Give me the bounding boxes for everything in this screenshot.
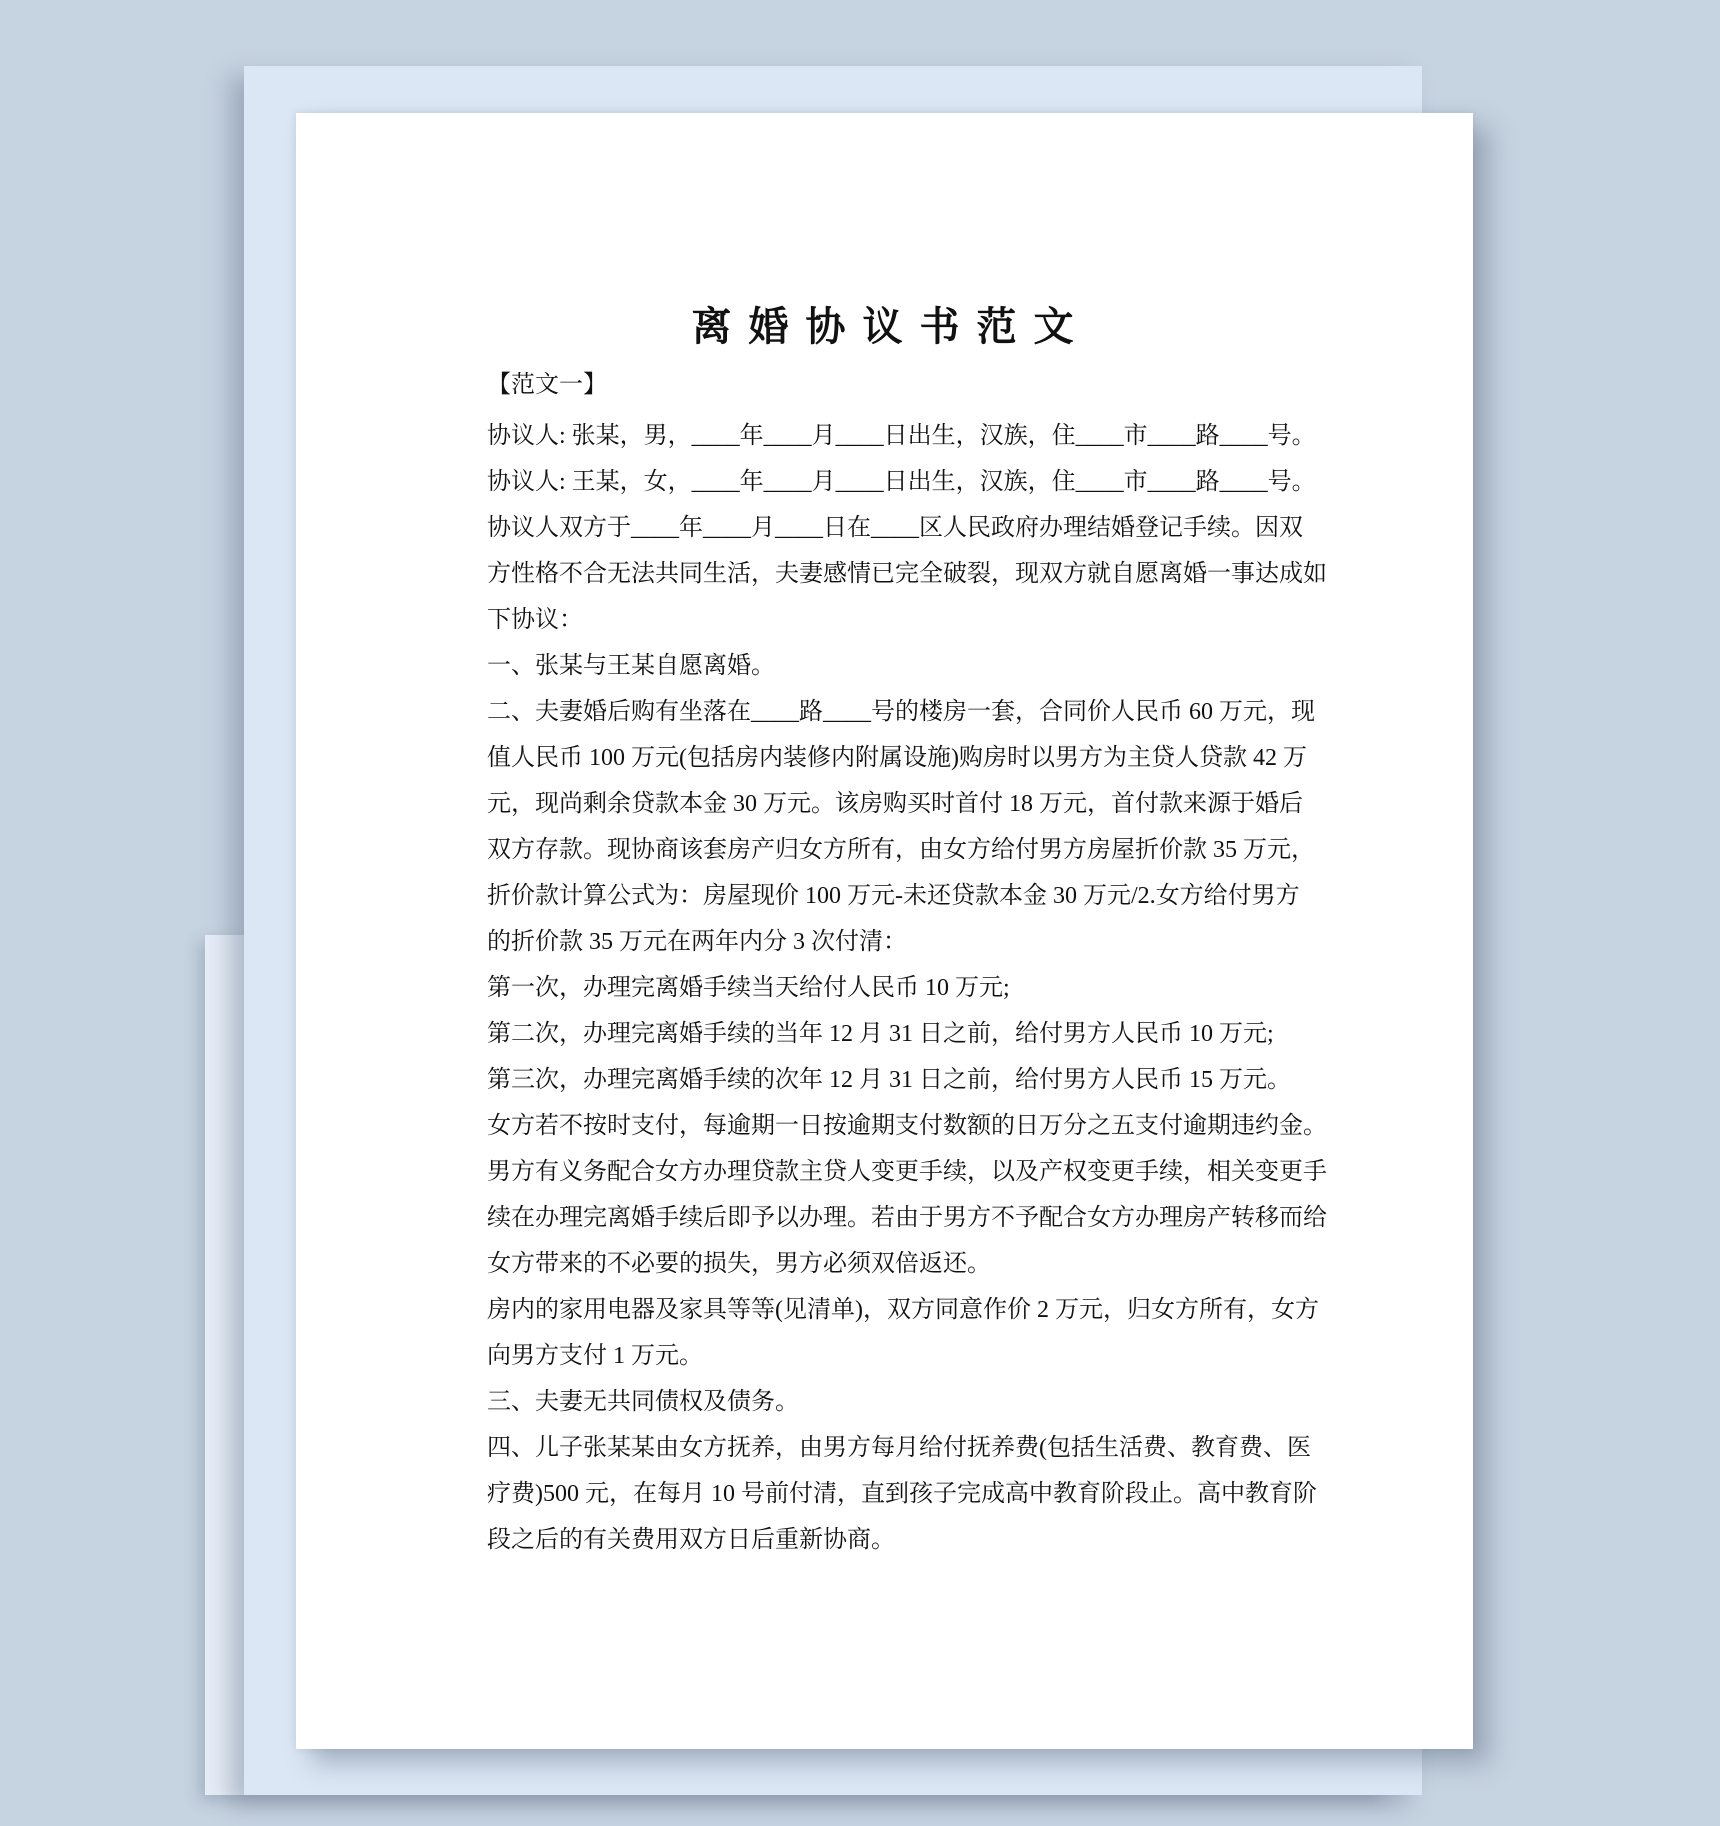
document-line: 第三次，办理完离婚手续的次年 12 月 31 日之前，给付男方人民币 15 万元。 bbox=[487, 1067, 1291, 1093]
document-line: 男方有义务配合女方办理贷款主贷人变更手续，以及产权变更手续，相关变更手 bbox=[487, 1159, 1327, 1185]
document-page bbox=[296, 113, 1473, 1749]
document-body bbox=[487, 413, 1327, 1563]
document-line: 协议人: 王某，女，____年____月____日出生，汉族，住____市____路____号。 bbox=[487, 469, 1316, 495]
document-line: 四、儿子张某某由女方抚养，由男方每月给付抚养费(包括生活费、教育费、医 bbox=[487, 1435, 1311, 1461]
document-content bbox=[296, 113, 1473, 1563]
document-line: 协议人双方于____年____月____日在____区人民政府办理结婚登记手续。因双 bbox=[487, 515, 1303, 541]
document-line: 第二次，办理完离婚手续的当年 12 月 31 日之前，给付男方人民币 10 万元; bbox=[487, 1021, 1274, 1047]
document-title: 离婚协议书范文 bbox=[691, 304, 1091, 349]
document-line: 向男方支付 1 万元。 bbox=[487, 1343, 703, 1369]
document-line: 协议人: 张某，男，____年____月____日出生，汉族，住____市____路____号。 bbox=[487, 423, 1316, 449]
document-line: 房内的家用电器及家具等等(见清单)，双方同意作价 2 万元，归女方所有，女方 bbox=[487, 1297, 1319, 1323]
document-line: 女方带来的不必要的损失，男方必须双倍返还。 bbox=[487, 1251, 991, 1277]
document-line: 疗费)500 元，在每月 10 号前付清，直到孩子完成高中教育阶段止。高中教育阶 bbox=[487, 1481, 1317, 1507]
document-line: 二、夫妻婚后购有坐落在____路____号的楼房一套，合同价人民币 60 万元，现 bbox=[487, 699, 1315, 725]
document-line: 折价款计算公式为：房屋现价 100 万元-未还贷款本金 30 万元/2.女方给付男方 bbox=[487, 883, 1300, 909]
document-line: 下协议： bbox=[487, 607, 583, 633]
document-line: 双方存款。现协商该套房产归女方所有，由女方给付男方房屋折价款 35 万元， bbox=[487, 837, 1315, 863]
document-line: 方性格不合无法共同生活，夫妻感情已完全破裂，现双方就自愿离婚一事达成如 bbox=[487, 561, 1327, 587]
document-line: 元，现尚剩余贷款本金 30 万元。该房购买时首付 18 万元，首付款来源于婚后 bbox=[487, 791, 1303, 817]
document-line: 三、夫妻无共同债权及债务。 bbox=[487, 1389, 799, 1415]
document-line: 值人民币 100 万元(包括房内装修内附属设施)购房时以男方为主贷人贷款 42 万 bbox=[487, 745, 1307, 771]
document-line: 段之后的有关费用双方日后重新协商。 bbox=[487, 1527, 895, 1553]
document-line: 的折价款 35 万元在两年内分 3 次付清： bbox=[487, 929, 907, 955]
document-line: 第一次，办理完离婚手续当天给付人民币 10 万元; bbox=[487, 975, 1010, 1001]
section-label: 【范文一】 bbox=[487, 372, 607, 398]
document-line: 一、张某与王某自愿离婚。 bbox=[487, 653, 775, 679]
document-line: 女方若不按时支付，每逾期一日按逾期支付数额的日万分之五支付逾期违约金。 bbox=[487, 1113, 1327, 1139]
document-line: 续在办理完离婚手续后即予以办理。若由于男方不予配合女方办理房产转移而给 bbox=[487, 1205, 1327, 1231]
